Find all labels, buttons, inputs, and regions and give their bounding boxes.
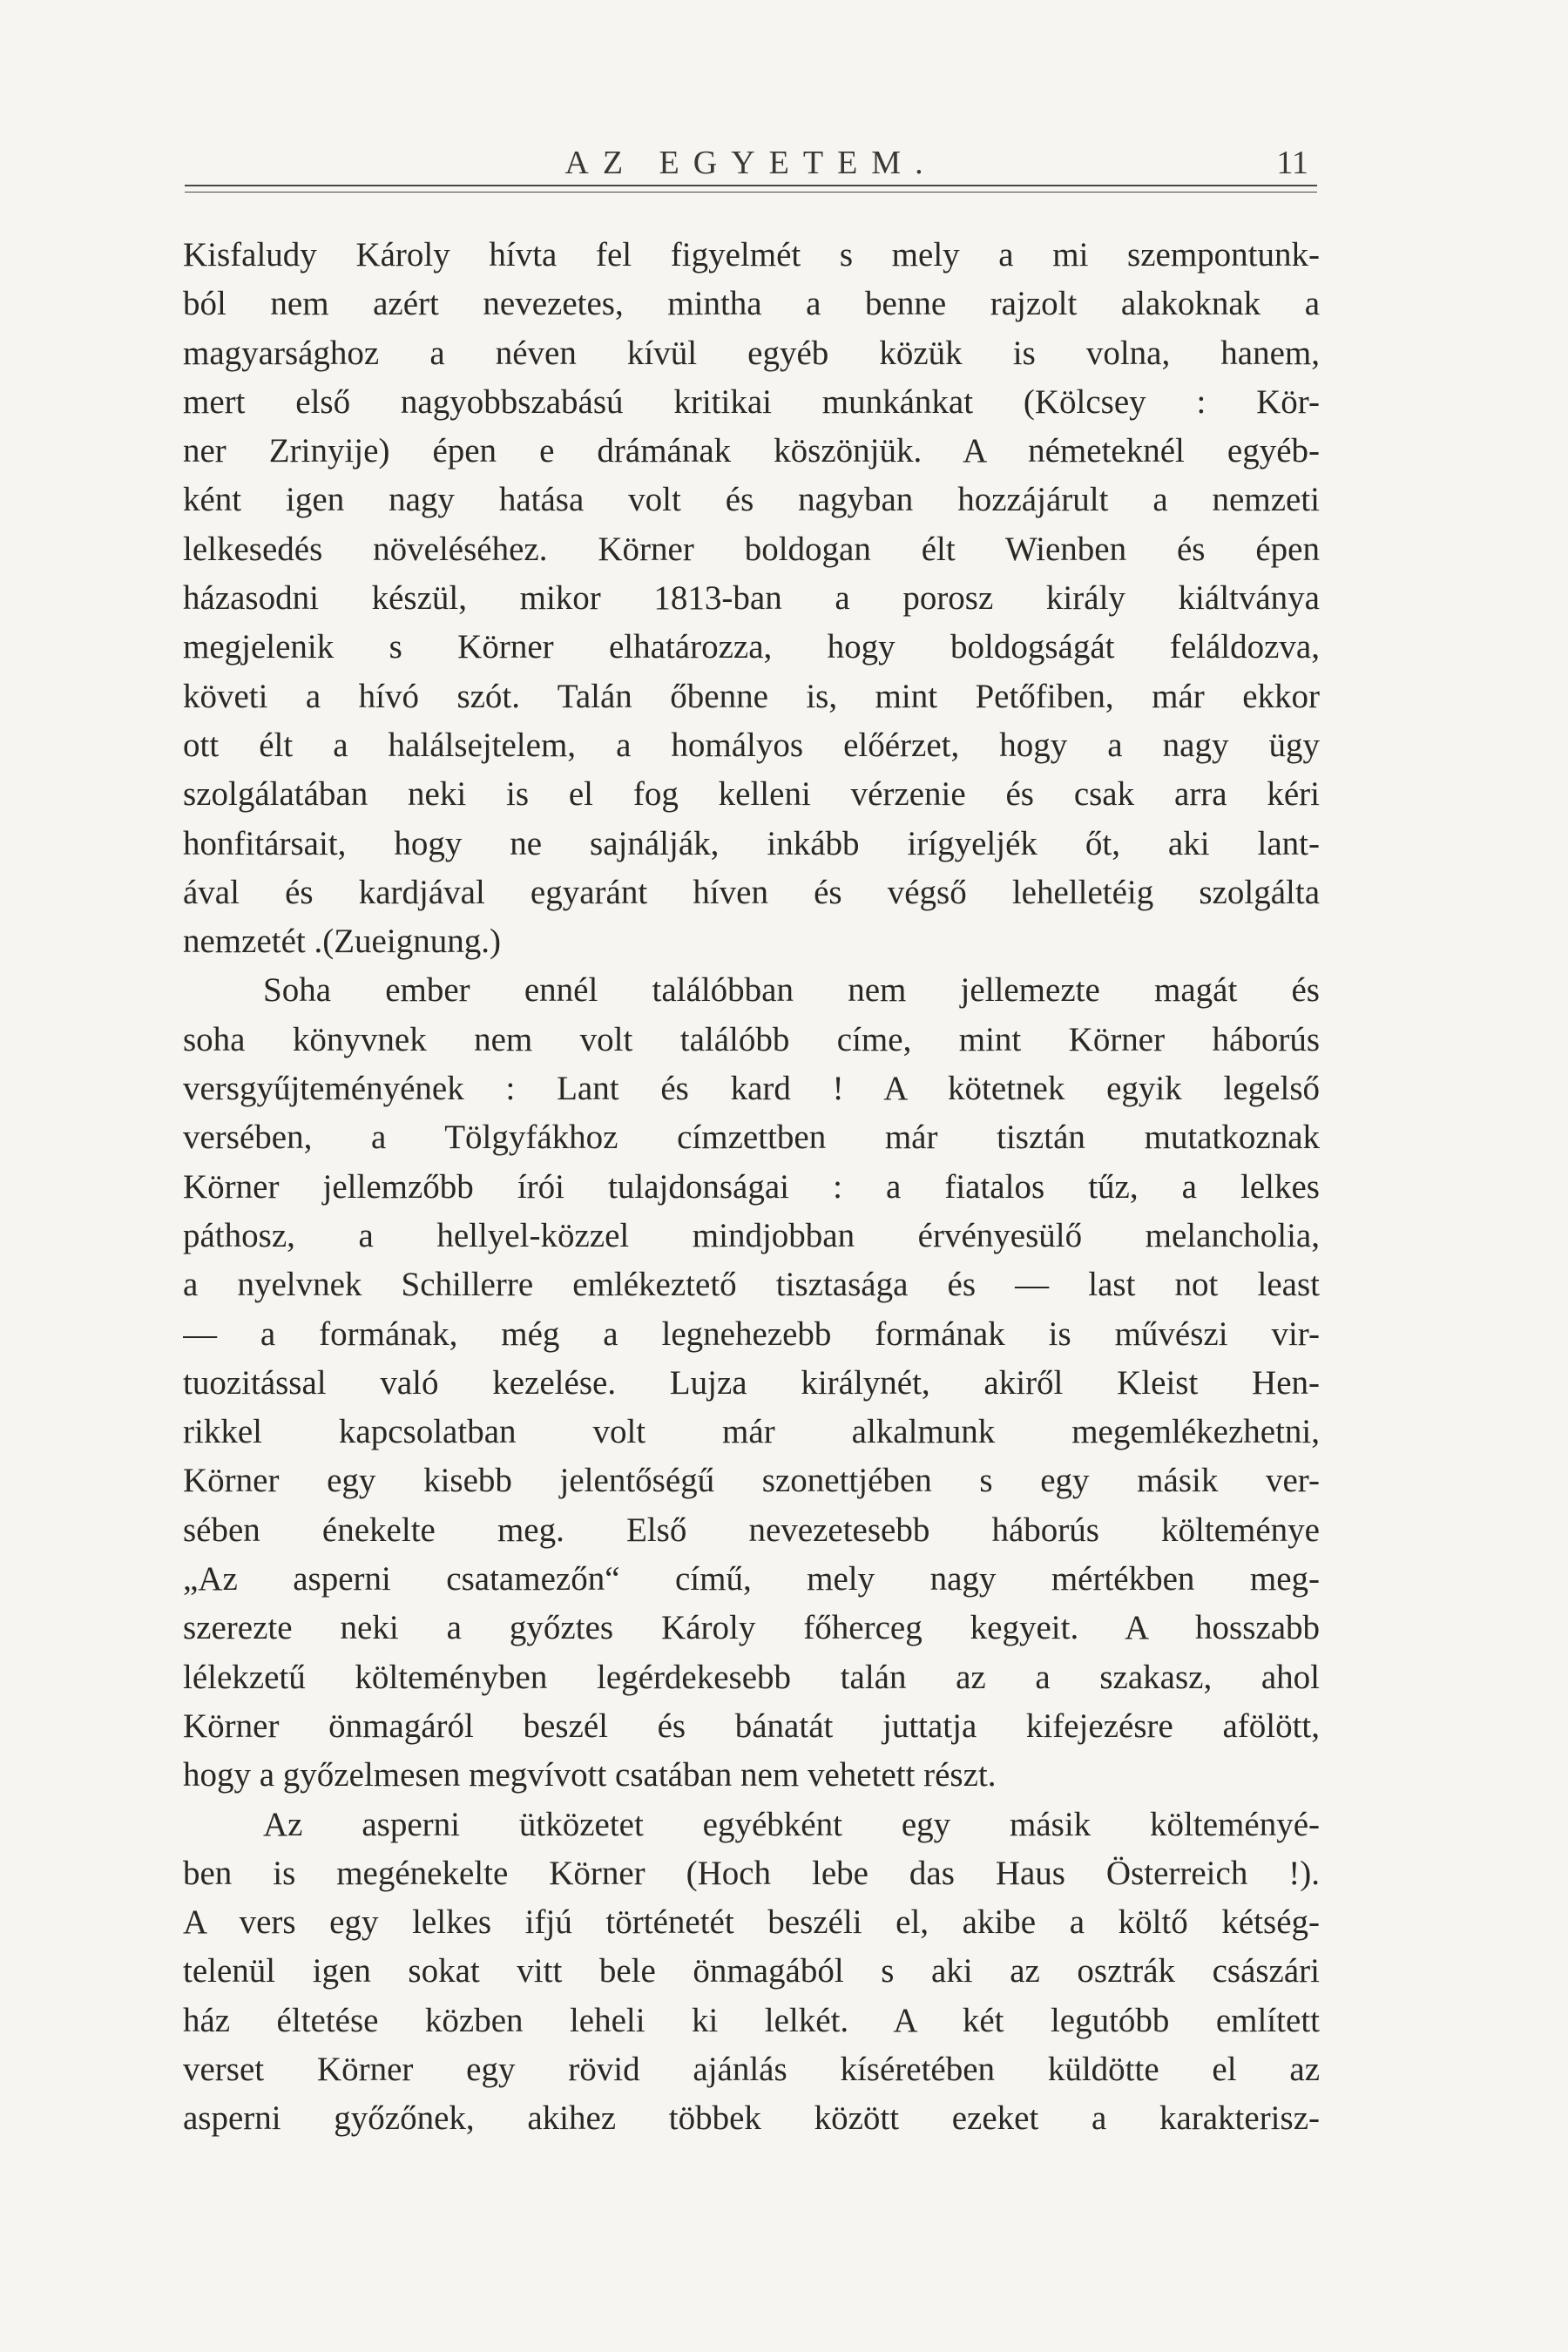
text-line: ház éltetése közben leheli ki lelkét. A két legutóbb említett xyxy=(183,2001,1320,2039)
text-line: sében énekelte meg. Első nevezetesebb háborús költeménye xyxy=(183,1511,1320,1549)
text-line: soha könyvnek nem volt találóbb címe, mint Körner háborús xyxy=(183,1020,1320,1058)
text-line: Körner önmagáról beszél és bánatát juttatja kifejezésre afölött, xyxy=(183,1707,1320,1745)
text-line: versgyűjteményének : Lant és kard ! A kötetnek egyik legelső xyxy=(183,1070,1320,1108)
text-line: ként igen nagy hatása volt és nagyban hozzájárult a nemzeti xyxy=(183,481,1320,519)
text-line: magyarsághoz a néven kívül egyéb közük is volna, hanem, xyxy=(183,334,1320,372)
header-rule-thin xyxy=(185,192,1317,193)
text-line: — a formának, még a legnehezebb formának is művészi vir- xyxy=(183,1315,1320,1353)
text-line: ben is megénekelte Körner (Hoch lebe das Haus Österreich !). xyxy=(183,1854,1320,1892)
text-line: ott élt a halálsejtelem, a homályos előérzet, hogy a nagy ügy xyxy=(183,726,1320,764)
header-rule xyxy=(185,185,1317,186)
text-line: verset Körner egy rövid ajánlás kíséretében küldötte el az xyxy=(183,2050,1320,2088)
text-line: „Az asperni csatamezőn“ című, mely nagy mértékben meg- xyxy=(183,1560,1320,1598)
text-line: lelkesedés növeléséhez. Körner boldogan élt Wienben és épen xyxy=(183,530,1320,568)
text-line: megjelenik s Körner elhatározza, hogy boldogságát feláldozva, xyxy=(183,628,1320,666)
text-line: asperni győzőnek, akihez többek között ezeket a karakterisz- xyxy=(183,2099,1320,2138)
text-line: ból nem azért nevezetes, mintha a benne rajzolt alakoknak a xyxy=(183,285,1320,323)
text-line: Soha ember ennél találóbban nem jellemezte magát és xyxy=(263,971,1320,1010)
body-text xyxy=(183,231,1320,2144)
text-line: házasodni készül, mikor 1813-ban a porosz király kiáltványa xyxy=(183,579,1320,618)
text-line: lélekzetű költeményben legérdekesebb talán az a szakasz, ahol xyxy=(183,1658,1320,1696)
text-line: honfitársait, hogy ne sajnálják, inkább irígyeljék őt, aki lant- xyxy=(183,824,1320,862)
text-line: versében, a Tölgyfákhoz címzettben már tisztán mutatkoznak xyxy=(183,1119,1320,1157)
text-line: ával és kardjával egyaránt híven és végső lehelletéig szolgálta xyxy=(183,873,1320,911)
text-line: hogy a győzelmesen megvívott csatában nem vehetett részt. xyxy=(183,1756,997,1794)
text-line: mert első nagyobbszabású kritikai munkánkat (Kölcsey : Kör- xyxy=(183,382,1320,421)
text-line: rikkel kapcsolatban volt már alkalmunk megemlékezhetni, xyxy=(183,1413,1320,1451)
running-head xyxy=(185,135,1317,196)
text-line: Körner egy kisebb jelentőségű szonettjében s egy másik ver- xyxy=(183,1462,1320,1500)
text-line: szolgálatában neki is el fog kelleni vérzenie és csak arra kéri xyxy=(183,775,1320,814)
text-line: szerezte neki a győztes Károly főherceg kegyeit. A hosszabb xyxy=(183,1609,1320,1647)
running-title: AZ EGYETEM. xyxy=(564,145,937,181)
text-line: a nyelvnek Schillerre emlékeztető tisztasága és — last not least xyxy=(183,1266,1320,1304)
text-line: Az asperni ütközetet egyébként egy másik költeményé- xyxy=(263,1805,1320,1843)
text-line: telenül igen sokat vitt bele önmagából s aki az osztrák császári xyxy=(183,1952,1320,1990)
text-line: tuozitással való kezelése. Lujza királynét, akiről Kleist Hen- xyxy=(183,1363,1320,1402)
page-number: 11 xyxy=(1276,145,1308,181)
text-line: Körner jellemzőbb írói tulajdonságai : a fiatalos tűz, a lelkes xyxy=(183,1167,1320,1206)
text-line: nemzetét .(Zueignung.) xyxy=(183,923,501,961)
text-line: A vers egy lelkes ifjú történetét beszéli el, akibe a költő kétség- xyxy=(183,1903,1320,1942)
text-line: ner Zrinyije) épen e drámának köszönjük. A németeknél egyéb- xyxy=(183,432,1320,470)
text-line: Kisfaludy Károly hívta fel figyelmét s mely a mi szempontunk- xyxy=(183,236,1320,274)
text-line: páthosz, a hellyel-közzel mindjobban érvényesülő melancholia, xyxy=(183,1216,1320,1254)
text-line: követi a hívó szót. Talán őbenne is, mint Petőfiben, már ekkor xyxy=(183,677,1320,715)
